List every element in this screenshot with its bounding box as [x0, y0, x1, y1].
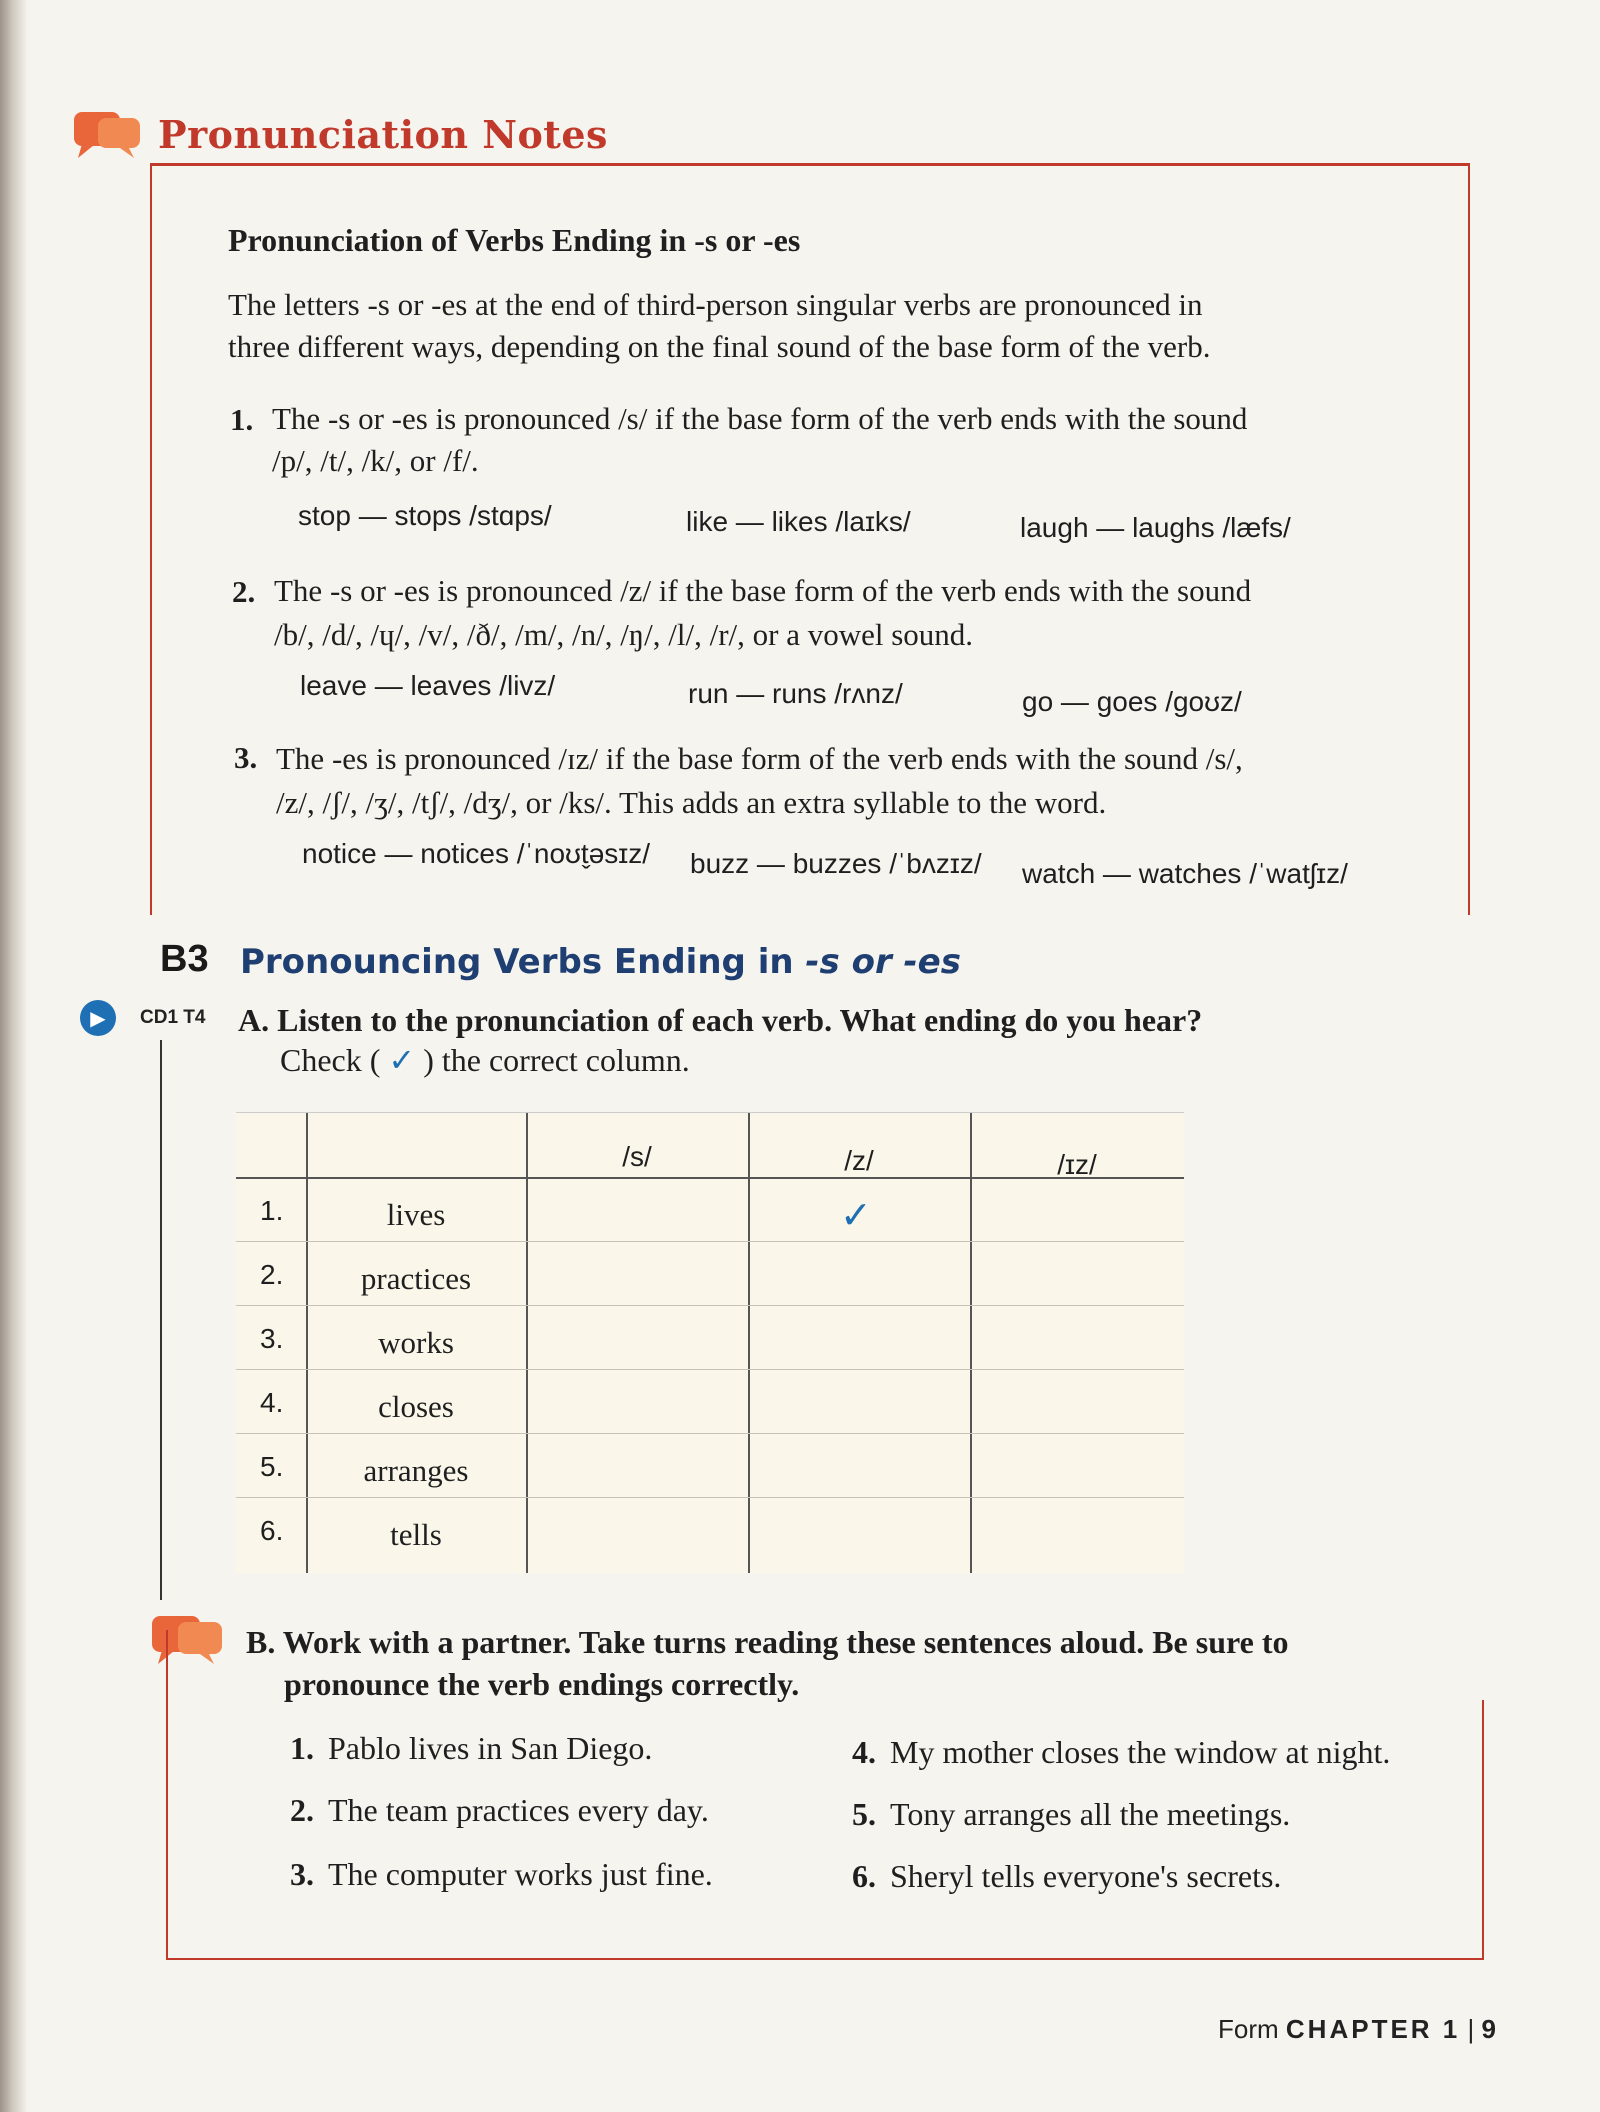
- table-row-rule: [236, 1433, 1184, 1434]
- sentence-number: 3.: [290, 1856, 314, 1892]
- audio-cd-icon[interactable]: ▶: [80, 1000, 116, 1036]
- sentence-number: 6.: [852, 1858, 876, 1894]
- rule-line: The -s or -es is pronounced /s/ if the base form of the verb ends with the sound: [272, 401, 1248, 436]
- notes-subtitle: Pronunciation of Verbs Ending in -s or -es: [228, 222, 801, 258]
- section-title-main: Pronouncing Verbs Ending in: [240, 942, 794, 982]
- example-pair: stop — stops /stɑps/: [298, 500, 552, 531]
- rule-number: 3.: [234, 740, 258, 775]
- footer-section: Form: [1218, 2014, 1279, 2044]
- sentence-text: My mother closes the window at night.: [890, 1734, 1391, 1770]
- row-verb: closes: [378, 1389, 454, 1424]
- table-col-divider: [970, 1113, 972, 1573]
- row-verb: works: [378, 1325, 454, 1360]
- example-pair: leave — leaves /livz/: [300, 670, 556, 701]
- sentence-number: 2.: [290, 1792, 314, 1828]
- notes-intro-line1: The letters -s or -es at the end of third-person singular verbs are pronounced in: [228, 287, 1203, 322]
- part-a-check-post: ) the correct column.: [423, 1042, 690, 1078]
- speech-bubbles-icon: [150, 1610, 226, 1670]
- column-header-iz: /ɪz/: [1057, 1149, 1097, 1180]
- sentence-number: 1.: [290, 1730, 314, 1766]
- example-pair: watch — watches /ˈwatʃɪz/: [1022, 858, 1348, 889]
- row-number: 1.: [260, 1195, 284, 1226]
- sentence-text: Sheryl tells everyone's secrets.: [890, 1858, 1282, 1894]
- example-pair: go — goes /goʊz/: [1022, 686, 1242, 717]
- rule-number: 1.: [230, 402, 254, 437]
- column-header-s: /s/: [622, 1141, 652, 1172]
- row-number: 5.: [260, 1451, 284, 1482]
- part-b-instruction: B. Work with a partner. Take turns reading these sentences aloud. Be sure to: [246, 1624, 1289, 1660]
- practice-sentence: [290, 1792, 709, 1829]
- page-footer: [1218, 2014, 1499, 2045]
- row-number: 2.: [260, 1259, 284, 1290]
- practice-sentence: [852, 1734, 1390, 1771]
- speech-bubbles-icon: [72, 108, 144, 164]
- table-row-rule: [236, 1497, 1184, 1498]
- table-row-rule: [236, 1305, 1184, 1306]
- rule-number: 2.: [232, 574, 256, 609]
- part-b-instruction-line2: pronounce the verb endings correctly.: [284, 1666, 800, 1702]
- column-header-z: /z/: [844, 1145, 874, 1176]
- sentence-text: Tony arranges all the meetings.: [890, 1796, 1291, 1832]
- practice-sentence: [852, 1858, 1281, 1895]
- example-pair: run — runs /rʌnz/: [688, 678, 903, 709]
- row-verb: lives: [386, 1197, 446, 1232]
- part-b-left-rule: [166, 1630, 168, 1960]
- row-number: 4.: [260, 1387, 284, 1418]
- notes-intro-line2: three different ways, depending on the final sound of the base form of the verb.: [228, 329, 1211, 364]
- page-number: 9: [1481, 2014, 1499, 2044]
- sentence-number: 5.: [852, 1796, 876, 1832]
- footer-separator: |: [1467, 2014, 1475, 2044]
- table-col-divider: [748, 1113, 750, 1573]
- table-col-divider: [526, 1113, 528, 1573]
- book-spine-shadow: [0, 0, 28, 2112]
- part-a-instruction: A. Listen to the pronunciation of each verb. What ending do you hear?: [238, 1002, 1203, 1038]
- section-title: [240, 942, 961, 982]
- table-col-divider: [306, 1113, 308, 1573]
- sentence-text: The computer works just fine.: [328, 1856, 713, 1892]
- row-verb: arranges: [363, 1453, 469, 1488]
- example-pair: buzz — buzzes /ˈbʌzɪz/: [690, 848, 982, 879]
- part-b-bottom-rule: [166, 1958, 1484, 1960]
- part-a-check-pre: Check (: [280, 1042, 381, 1078]
- practice-sentence: [290, 1730, 652, 1767]
- section-title-suffix: -s or -es: [805, 942, 961, 982]
- sentence-number: 4.: [852, 1734, 876, 1770]
- sentence-text: The team practices every day.: [328, 1792, 709, 1828]
- rule-line: /p/, /t/, /k/, or /f/.: [272, 443, 479, 478]
- row-verb: practices: [360, 1261, 472, 1296]
- section-left-rule: [160, 1040, 162, 1600]
- check-mark-icon[interactable]: ✓: [840, 1195, 872, 1237]
- part-a-instruction-line2: [280, 1040, 690, 1080]
- rule-line: The -es is pronounced /ɪz/ if the base form of the verb ends with the sound /s/,: [276, 741, 1243, 776]
- rule-line: The -s or -es is pronounced /z/ if the base form of the verb ends with the sound: [274, 573, 1252, 608]
- example-pair: like — likes /laɪks/: [686, 506, 911, 537]
- notes-header: Pronunciation Notes: [158, 112, 608, 157]
- rule-line: /b/, /d/, /ɥ/, /v/, /ð/, /m/, /n/, /ŋ/, /l/, /r/, or a vowel sound.: [274, 617, 974, 652]
- pronunciation-table: [236, 1112, 1184, 1573]
- row-number: 3.: [260, 1323, 284, 1354]
- example-pair: laugh — laughs /læfs/: [1020, 512, 1291, 543]
- check-mark-icon: ✓: [388, 1042, 416, 1078]
- part-b-right-rule: [1482, 1700, 1484, 1960]
- table-row-rule: [236, 1241, 1184, 1242]
- practice-sentence: [852, 1796, 1290, 1833]
- footer-chapter: CHAPTER 1: [1285, 2014, 1461, 2044]
- example-pair: notice — notices /ˈnoʊt̬əsɪz/: [302, 838, 651, 869]
- table-row-rule: [236, 1369, 1184, 1370]
- rule-line: /z/, /ʃ/, /ʒ/, /tʃ/, /dʒ/, or /ks/. This adds an extra syllable to the word.: [276, 785, 1107, 820]
- practice-sentence: [290, 1856, 713, 1893]
- row-verb: tells: [390, 1517, 442, 1552]
- row-number: 6.: [260, 1515, 284, 1546]
- cd-track-label: CD1 T4: [140, 1007, 206, 1028]
- notes-box-left-rule: [150, 163, 152, 915]
- section-code: B3: [160, 938, 209, 980]
- sentence-text: Pablo lives in San Diego.: [328, 1730, 653, 1766]
